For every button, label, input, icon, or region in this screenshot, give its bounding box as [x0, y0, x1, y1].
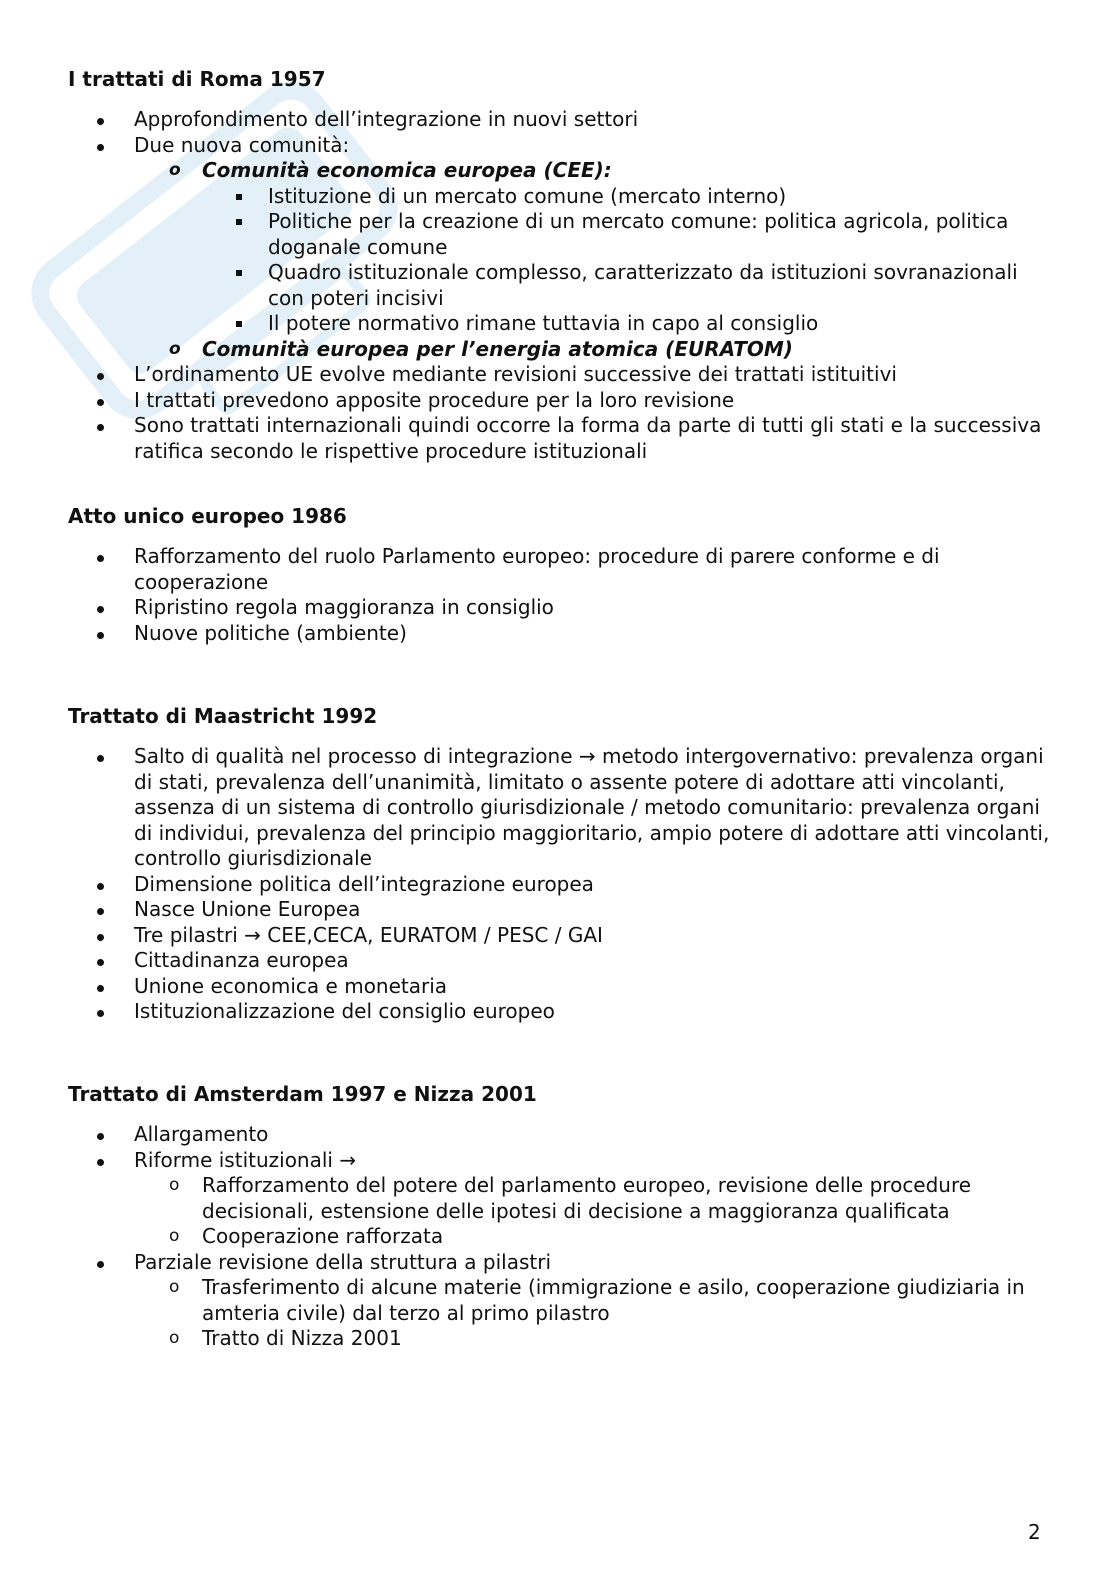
list-item: o Rafforzamento del potere del parlamento europeo, revisione delle procedure decisionali, estensione delle ipotesi di decisione a maggioranza qualificata — [169, 1173, 972, 1223]
list-item: o Tratto di Nizza 2001 — [169, 1326, 402, 1350]
list-item: Nuove politiche (ambiente) — [68, 621, 1058, 647]
list-item: Istituzionalizzazione del consiglio europeo — [68, 999, 1058, 1025]
page-number: 2 — [1028, 1520, 1041, 1544]
bullet-icon — [97, 144, 104, 151]
bullet-icon — [97, 985, 104, 992]
square-bullet-icon — [236, 321, 242, 327]
section-maastricht — [68, 703, 1058, 1025]
section-roma — [68, 66, 1058, 464]
section-atto-unico — [68, 503, 1058, 646]
bullet-icon — [97, 118, 104, 125]
bullet-list — [68, 544, 1058, 646]
sub-bullet-icon: o — [169, 1328, 180, 1348]
bullet-icon — [97, 1261, 104, 1268]
list-item: L’ordinamento UE evolve mediante revisioni successive dei trattati istituitivi — [68, 362, 1058, 388]
list-item: o Comunità europea per l’energia atomica (EURATOM) — [169, 336, 793, 361]
bullet-icon — [97, 555, 104, 562]
square-bullet-icon — [236, 270, 242, 276]
section-title: I trattati di Roma 1957 — [68, 67, 326, 91]
list-item: Salto di qualità nel processo di integrazione → metodo intergovernativo: prevalenza organi di stati, prevalenza dell’unanimità, limitato o assente potere di adottare atti vincolanti, assenza di un sistema di controllo giurisdizionale / metodo comunitario: prevalenza organi di individui, prevalenza del principio maggioritario, ampio potere di adottare atti vincolanti, controllo giurisdizionale — [68, 744, 1058, 872]
square-bullet-icon — [236, 219, 242, 225]
bullet-icon — [97, 606, 104, 613]
list-item: Quadro istituzionale complesso, caratterizzato da istituzioni sovranazionali con poteri incisivi — [68, 260, 1058, 311]
list-item: Istituzione di un mercato comune (mercato interno) — [68, 184, 1058, 210]
bullet-icon — [97, 424, 104, 431]
bullet-icon — [97, 883, 104, 890]
list-item: Sono trattati internazionali quindi occorre la forma da parte di tutti gli stati e la successiva ratifica secondo le rispettive procedure istituzionali — [68, 413, 1058, 464]
bullet-icon — [97, 399, 104, 406]
list-item: Ripristino regola maggioranza in consiglio — [68, 595, 1058, 621]
sub-sub-list — [68, 184, 1058, 337]
list-item: o Comunità economica europea (CEE): Istituzione di un mercato comune (mercato interno) Politiche per la creazione di un mercato comune: politica agricola, politica doganale comune Quadro istituzionale complesso, caratterizzato da istituzioni sovranazionali con poteri incisivi Il potere normativo rimane tuttavia in capo al consiglio — [68, 158, 1058, 337]
section-amsterdam-nizza — [68, 1081, 1058, 1352]
bullet-icon — [97, 1010, 104, 1017]
sub-list — [68, 158, 1058, 362]
bullet-icon — [97, 755, 104, 762]
list-item: Politiche per la creazione di un mercato comune: politica agricola, politica doganale comune — [68, 209, 1058, 260]
list-item: Allargamento — [68, 1122, 1058, 1148]
bullet-icon — [97, 1133, 104, 1140]
bullet-icon — [97, 373, 104, 380]
list-item: Parziale revisione della struttura a pilastri o Trasferimento di alcune materie (immigrazione e asilo, cooperazione giudiziaria in amteria civile) dal terzo al primo pilastro o Tratto di Nizza 2001 — [68, 1250, 1058, 1352]
sub-bullet-icon: o — [169, 1226, 180, 1246]
section-title: Atto unico europeo 1986 — [68, 504, 347, 528]
list-item: I trattati prevedono apposite procedure per la loro revisione — [68, 388, 1058, 414]
list-item: Riforme istituzionali → o Rafforzamento del potere del parlamento europeo, revisione delle procedure decisionali, estensione delle ipotesi di decisione a maggioranza qualificata o Cooperazione rafforzata — [68, 1148, 1058, 1250]
list-item: Due nuova comunità: o Comunità economica europea (CEE): Istituzione di un mercato comune (mercato interno) Politiche per la creazione di un mercato comune: politica agricola, politica doganale comune Quadro istituzionale complesso, caratterizzato da istituzioni sovranazionali con poteri incisivi Il potere normativo rimane tuttavia in capo al consiglio o Comunità europea per l’energia atomica (EURATOM) — [68, 133, 1058, 363]
sub-list — [68, 1275, 1058, 1352]
sub-bullet-icon: o — [169, 1175, 180, 1195]
bullet-list — [68, 744, 1058, 1025]
list-item: Cittadinanza europea — [68, 948, 1058, 974]
bullet-icon — [97, 959, 104, 966]
section-title: Trattato di Maastricht 1992 — [68, 704, 378, 728]
list-item: o Cooperazione rafforzata — [169, 1224, 444, 1248]
bullet-icon — [97, 1159, 104, 1166]
sub-bullet-icon: o — [169, 1277, 180, 1297]
bullet-list — [68, 1122, 1058, 1352]
sub-bullet-icon: o — [169, 160, 181, 180]
bullet-icon — [97, 908, 104, 915]
list-item: Rafforzamento del ruolo Parlamento europeo: procedure di parere conforme e di cooperazione — [68, 544, 1058, 595]
section-title: Trattato di Amsterdam 1997 e Nizza 2001 — [68, 1082, 537, 1106]
list-item: Unione economica e monetaria — [68, 974, 1058, 1000]
square-bullet-icon — [236, 194, 242, 200]
list-item: Nasce Unione Europea — [68, 897, 1058, 923]
list-item: Approfondimento dell’integrazione in nuovi settori — [68, 107, 1058, 133]
bullet-icon — [97, 632, 104, 639]
list-item: o Trasferimento di alcune materie (immigrazione e asilo, cooperazione giudiziaria in amteria civile) dal terzo al primo pilastro — [169, 1275, 1025, 1325]
list-item: Tre pilastri → CEE,CECA, EURATOM / PESC / GAI — [68, 923, 1058, 949]
bullet-list — [68, 107, 1058, 464]
list-item: Il potere normativo rimane tuttavia in capo al consiglio — [68, 311, 1058, 337]
sub-list — [68, 1173, 1058, 1250]
sub-bullet-icon: o — [169, 338, 181, 359]
bullet-icon — [97, 934, 104, 941]
list-item: Dimensione politica dell’integrazione europea — [68, 872, 1058, 898]
